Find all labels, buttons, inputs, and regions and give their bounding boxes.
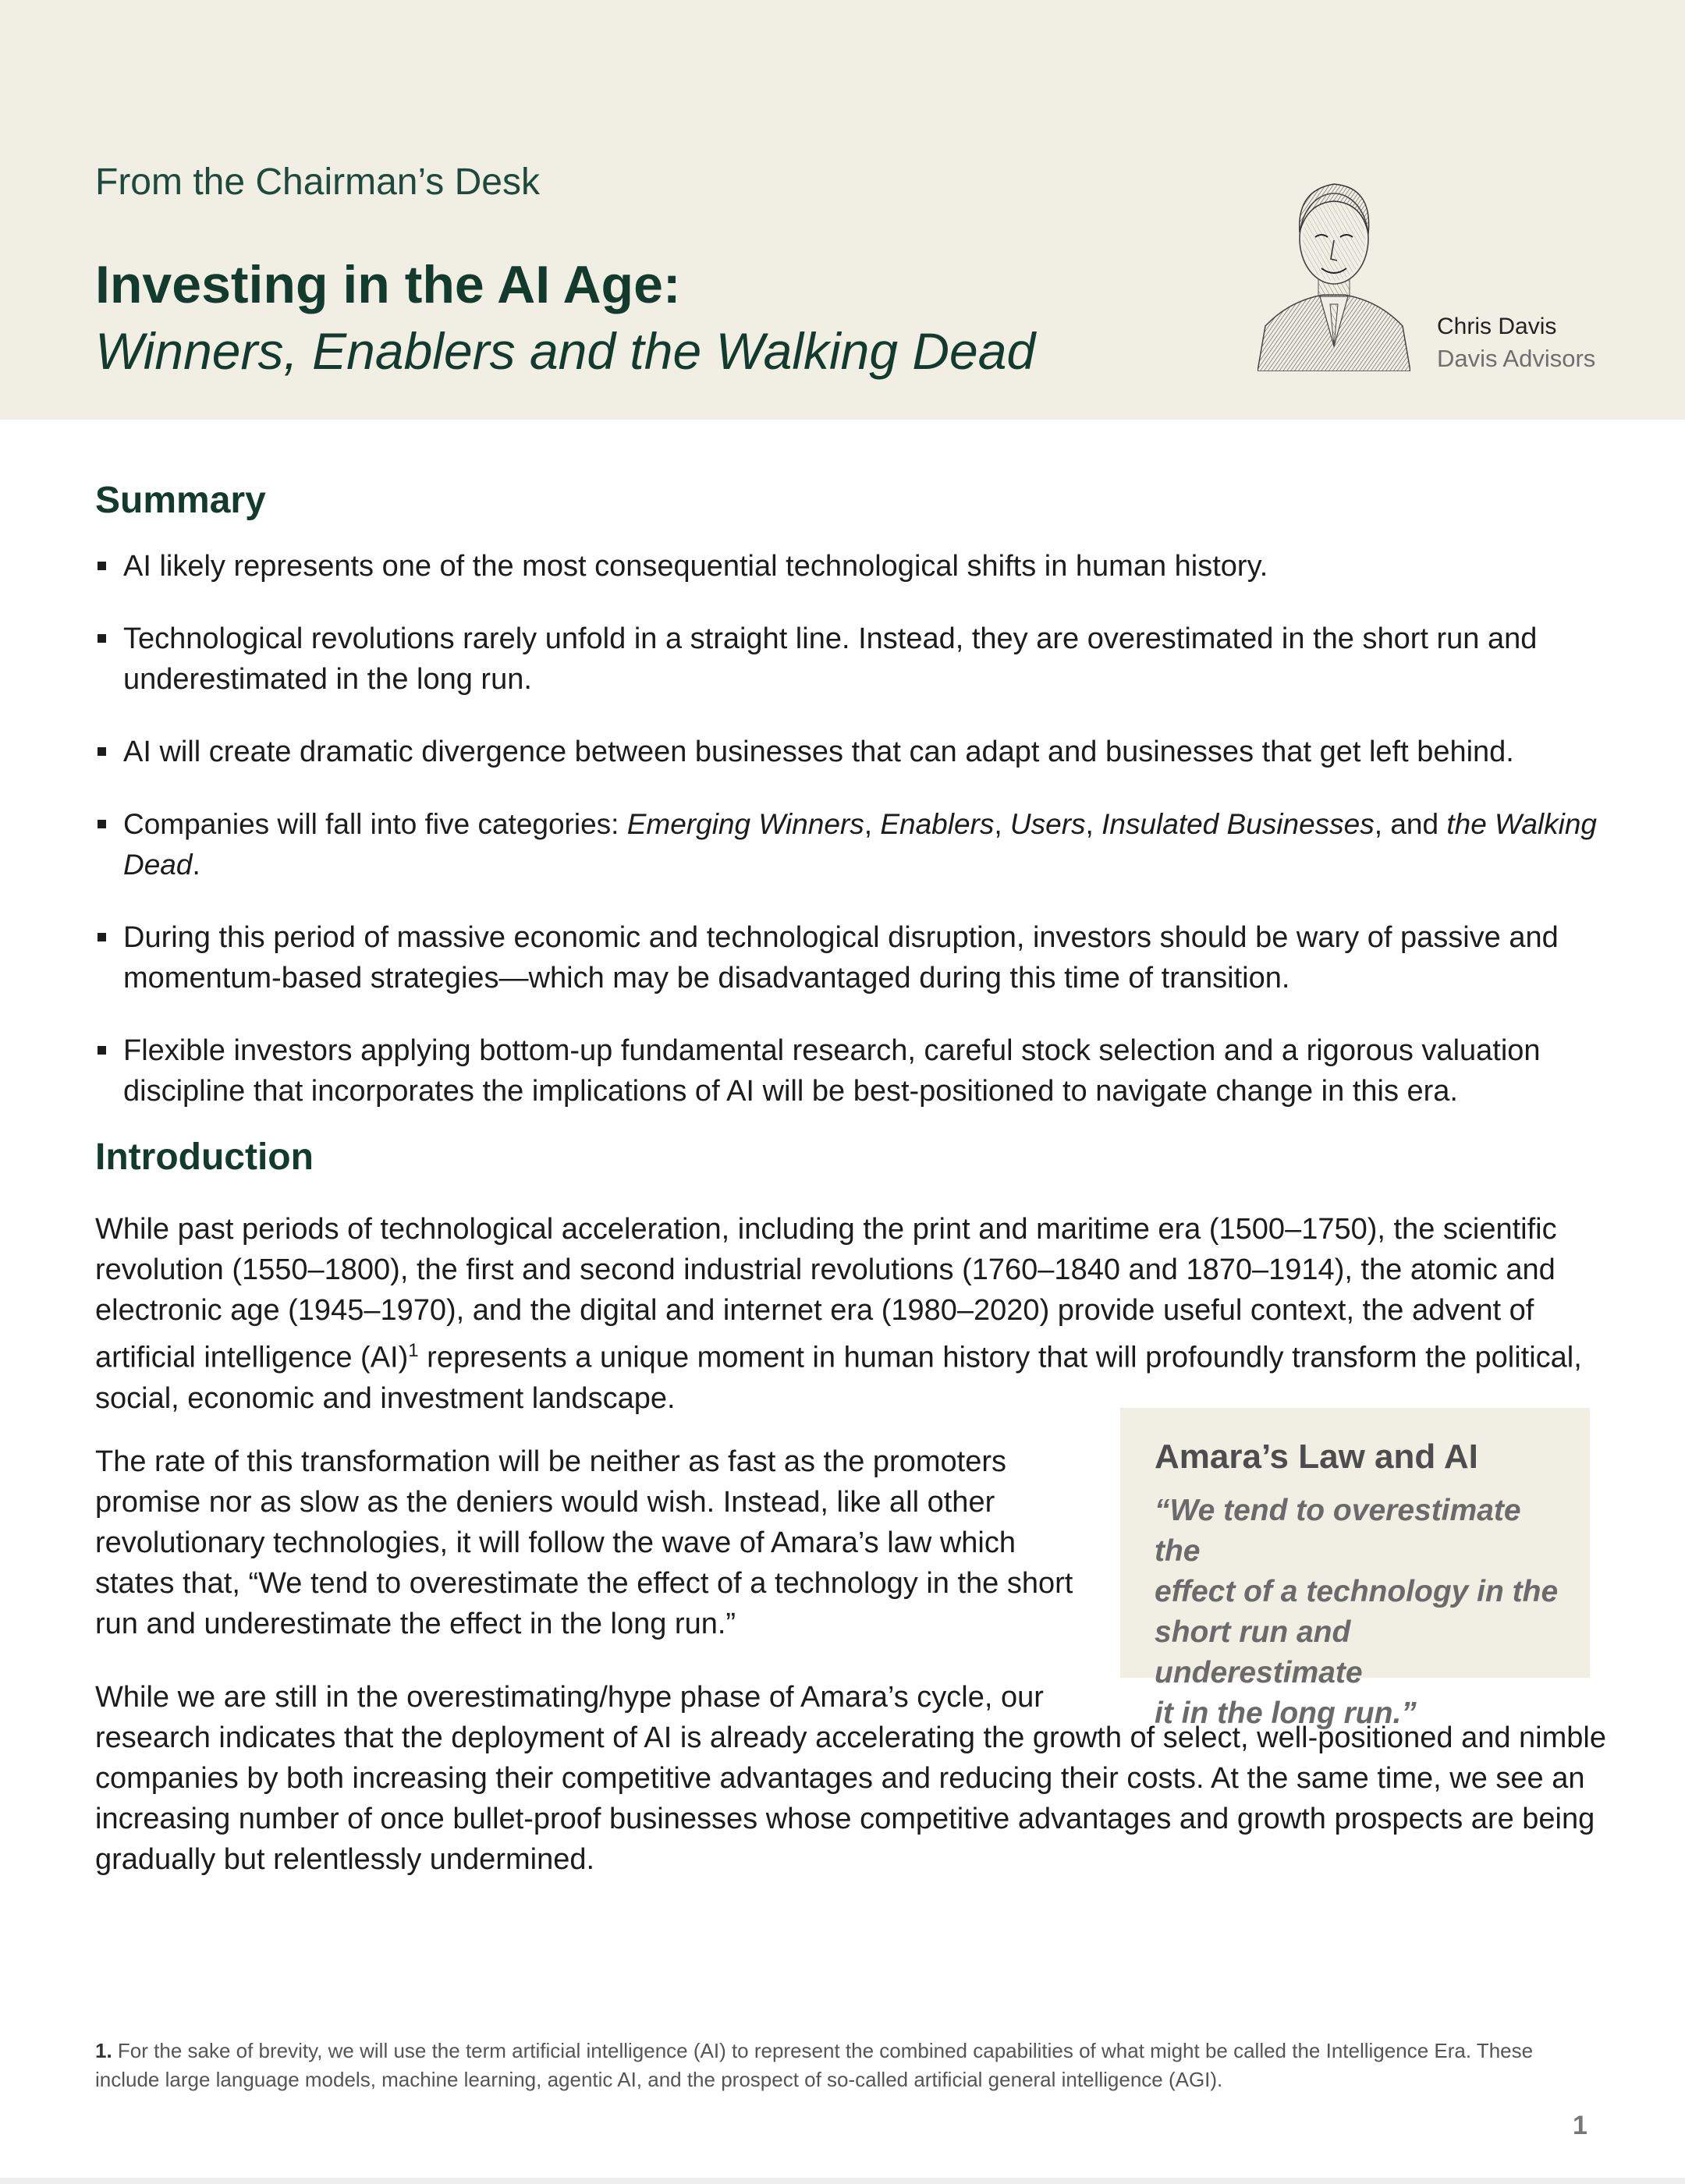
quote-line: short run and underestimate [1155,1615,1363,1689]
callout-title: Amara’s Law and AI [1155,1438,1478,1476]
section-kicker: From the Chairman’s Desk [95,161,540,203]
quote-line: “We tend to overestimate the [1155,1494,1521,1568]
paragraph-line: represents a unique moment in human history that will profoundly transform the political, [418,1341,1582,1374]
list-item: Companies will fall into five categories: Emerging Winners, Enablers, Users, Insulated Businesses, and the Walking Dead. [95,804,1601,885]
footnote-reference[interactable]: 1 [408,1340,419,1361]
list-item [95,619,1601,700]
paragraph-line: artificial intelligence (AI) [95,1341,409,1374]
paragraph-line: The rate of this transformation will be neither as fast as the promoters [95,1445,1006,1478]
summary-bullet-list [95,546,1601,1143]
page-subtitle: Winners, Enablers and the Walking Dead [95,322,1036,380]
bullet-text-line: Technological revolutions rarely unfold in a straight line. Instead, they are overestimated in the short run and [123,622,1538,655]
paragraph-line: revolutionary technologies, it will follow the wave of Amara’s law which [95,1526,1016,1559]
bullet-text-line: Flexible investors applying bottom-up fundamental research, careful stock selection and a rigorous valuation [123,1034,1541,1067]
bullet-text: and [1390,808,1447,840]
author-organization: Davis Advisors [1437,345,1596,372]
bullet-square-icon [98,562,106,570]
category-enablers: Enablers [880,808,995,840]
author-portrait-engraving [1258,162,1410,371]
list-item [95,546,1601,587]
category-users: Users [1009,808,1086,840]
paragraph-line: run and underestimate the effect in the long run.” [95,1608,736,1640]
paragraph-line: electronic age (1945–1970), and the digital and internet era (1980–2020) provide useful context, the advent of [95,1294,1534,1327]
intro-paragraph-1 [95,1209,1582,1419]
bullet-text-line: discipline that incorporates the implications of AI will be best-positioned to navigate change in this era. [123,1075,1458,1108]
category-walking-dead: the Walking Dead [123,808,1597,881]
bullet-square-icon [98,634,106,643]
bullet-square-icon [98,1046,106,1055]
footnote [95,2037,1601,2094]
intro-paragraph-2 [95,1441,1073,1644]
bullet-square-icon [98,820,106,828]
bullet-text: AI will create dramatic divergence between businesses that can adapt and businesses that get left behind. [123,736,1514,768]
amaras-law-callout [1120,1408,1590,1730]
page-title: Investing in the AI Age: [95,255,681,314]
category-insulated-businesses: Insulated Businesses [1101,808,1375,840]
page-number: 1 [1573,2111,1587,2140]
footnote-line: include large language models, machine learning, agentic AI, and the prospect of so-called artificial general intelligence (AGI). [95,2068,1223,2091]
page-bottom-divider [0,2178,1685,2184]
bullet-square-icon [98,747,106,756]
list-item [95,917,1601,998]
intro-paragraph-3 [95,1677,1606,1880]
bullet-text-line: momentum-based strategies—which may be disadvantaged during this time of transition. [123,962,1290,994]
author-name: Chris Davis [1437,314,1557,339]
paragraph-line: While past periods of technological acceleration, including the print and maritime era (1500–1750), the scientific [95,1213,1557,1246]
footnote-number: 1. [95,2039,112,2062]
bullet-text: AI likely represents one of the most consequential technological shifts in human history. [123,550,1268,583]
paragraph-line: revolution (1550–1800), the first and second industrial revolutions (1760–1840 and 1870–1914), the atomic and [95,1253,1556,1286]
bullet-text-line: During this period of massive economic and technological disruption, investors should be wary of passive and [123,921,1559,954]
summary-heading: Summary [95,480,266,521]
header-banner [0,0,1685,420]
list-item [95,1030,1601,1112]
paragraph-line: increasing number of once bullet-proof businesses whose competitive advantages and growth prospects are being [95,1803,1595,1835]
list-item [95,732,1601,772]
paragraph-line: gradually but relentlessly undermined. [95,1843,595,1876]
footnote-line: For the sake of brevity, we will use the term artificial intelligence (AI) to represent the combined capabilities of what might be called the Intelligence Era. These [112,2039,1534,2062]
quote-line: it in the long run.” [1155,1696,1417,1730]
paragraph-line: While we are still in the overestimating/hype phase of Amara’s cycle, our [95,1681,1044,1714]
quote-line: effect of a technology in the [1155,1575,1559,1608]
bullet-square-icon [98,933,106,941]
category-emerging-winners: Emerging Winners [626,808,864,840]
paragraph-line: promise nor as slow as the deniers would wish. Instead, like all other [95,1486,995,1519]
bullet-text-line: underestimated in the long run. [123,663,532,696]
paragraph-line: states that, “We tend to overestimate the effect of a technology in the short [95,1567,1073,1600]
paragraph-line: social, economic and investment landscape. [95,1381,676,1415]
introduction-heading: Introduction [95,1136,314,1178]
bullet-text: Companies will fall into five categories: [123,808,627,840]
paragraph-line: research indicates that the deployment of AI is already accelerating the growth of select, well-positioned and nimble [95,1721,1606,1754]
paragraph-line: companies by both increasing their competitive advantages and reducing their costs. At the same time, we see an [95,1762,1585,1795]
